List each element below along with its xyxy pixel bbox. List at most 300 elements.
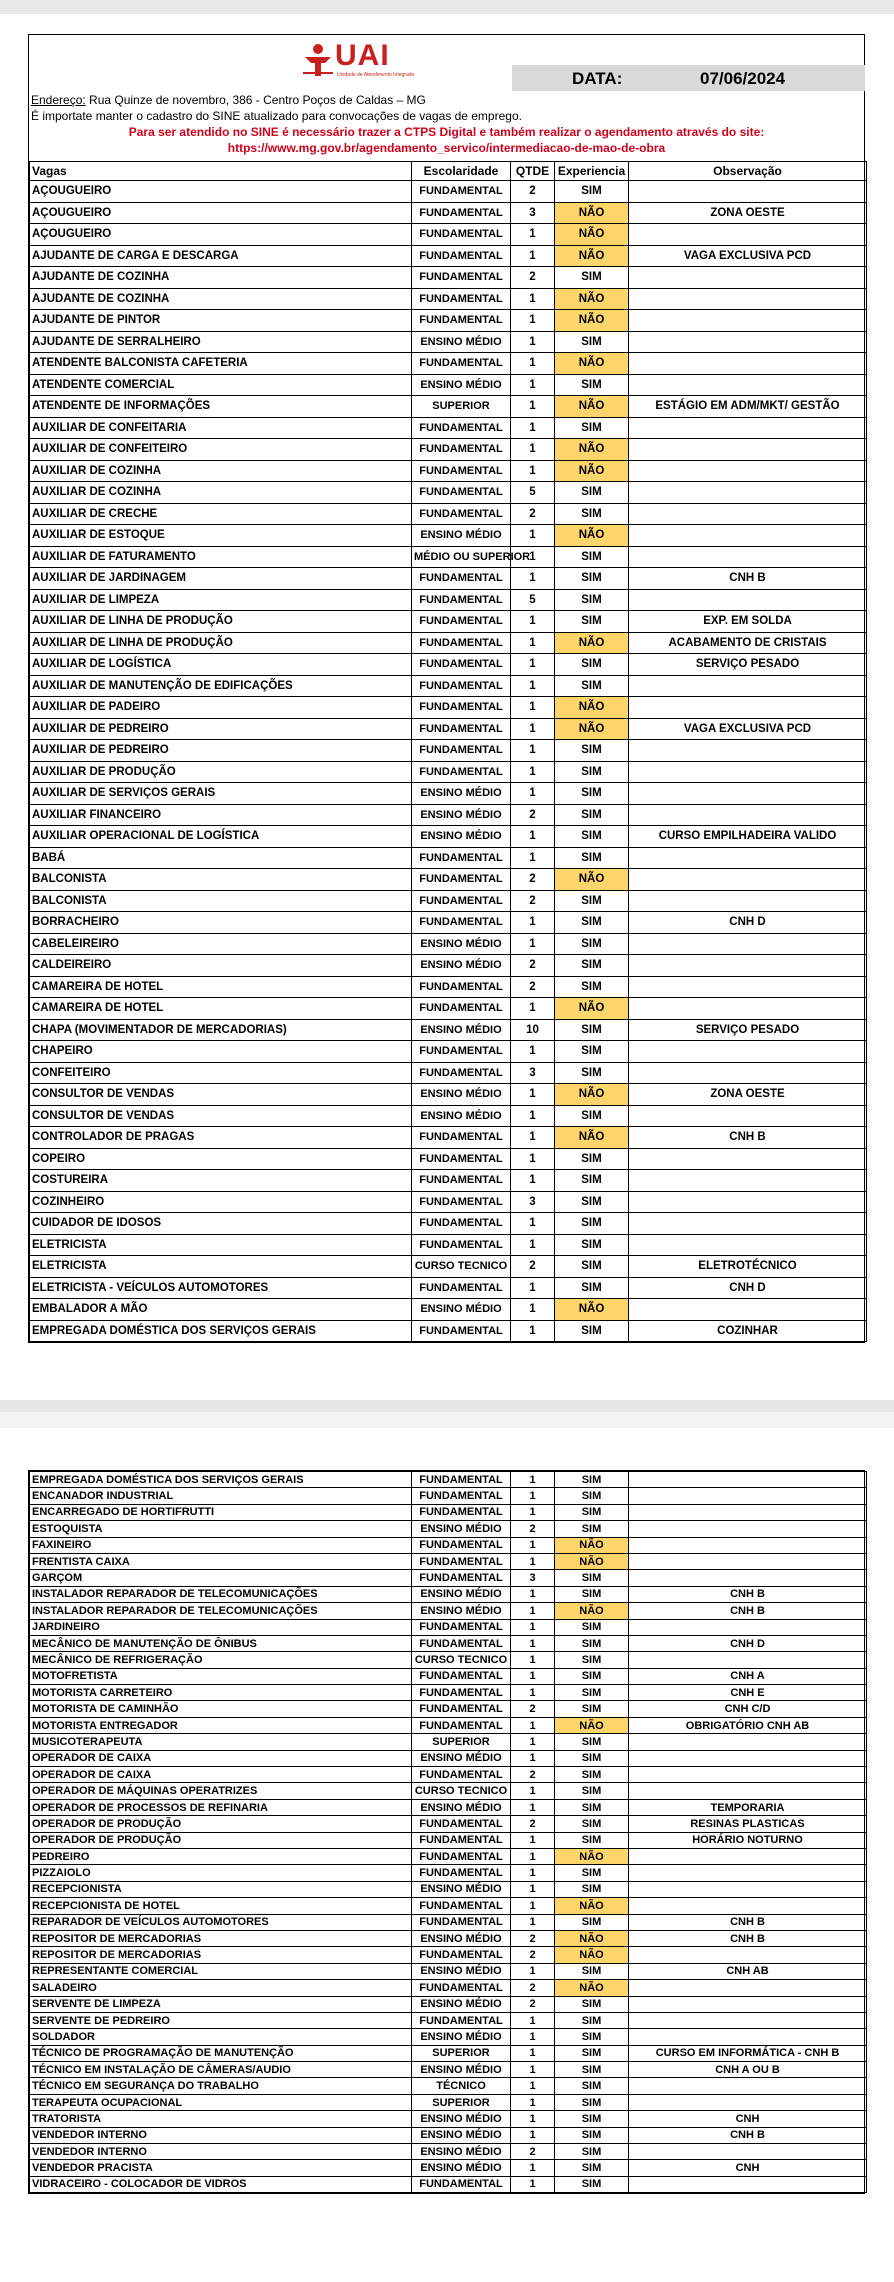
job-title-cell: ATENDENTE DE INFORMAÇÕES (30, 396, 412, 418)
experience-cell: SIM (555, 1996, 629, 2012)
quantity-cell: 1 (511, 1668, 555, 1684)
quantity-cell: 10 (511, 1019, 555, 1041)
experience-cell: SIM (555, 1570, 629, 1586)
observation-cell (629, 1619, 867, 1635)
experience-cell: NÃO (555, 1898, 629, 1914)
page-separator (0, 1400, 894, 1412)
table-row (30, 1603, 867, 1619)
observation-cell (629, 1980, 867, 1996)
experience-cell: SIM (555, 611, 629, 633)
job-title-cell: AÇOUGUEIRO (30, 181, 412, 203)
quantity-cell: 1 (511, 1148, 555, 1170)
education-cell: FUNDAMENTAL (412, 1320, 511, 1342)
job-title-cell: AUXILIAR DE CONFEITARIA (30, 417, 412, 439)
job-title-cell: VENDEDOR INTERNO (30, 2144, 412, 2160)
experience-cell: SIM (555, 761, 629, 783)
experience-cell: SIM (555, 2045, 629, 2061)
experience-cell: SIM (555, 1750, 629, 1766)
job-title-cell: CHAPEIRO (30, 1041, 412, 1063)
education-cell: CURSO TECNICO (412, 1256, 511, 1278)
experience-cell: SIM (555, 740, 629, 762)
observation-cell (629, 546, 867, 568)
quantity-cell: 1 (511, 1619, 555, 1635)
observation-cell: VAGA EXCLUSIVA PCD (629, 245, 867, 267)
experience-cell: SIM (555, 1586, 629, 1602)
table-row (30, 1213, 867, 1235)
table-row (30, 1685, 867, 1701)
table-row (30, 1668, 867, 1684)
quantity-cell: 1 (511, 1213, 555, 1235)
table-row (30, 1996, 867, 2012)
observation-cell (629, 331, 867, 353)
sheet-header (29, 35, 864, 161)
table-row (30, 1277, 867, 1299)
experience-cell: NÃO (555, 1603, 629, 1619)
quantity-cell: 1 (511, 1537, 555, 1553)
job-title-cell: PIZZAIOLO (30, 1865, 412, 1881)
job-title-cell: AUXILIAR DE JARDINAGEM (30, 568, 412, 590)
job-title-cell: OPERADOR DE MÁQUINAS OPERATRIZES (30, 1783, 412, 1799)
experience-cell: SIM (555, 267, 629, 289)
experience-cell: SIM (555, 1277, 629, 1299)
experience-cell: SIM (555, 783, 629, 805)
observation-cell (629, 1504, 867, 1520)
observation-cell: ELETROTÉCNICO (629, 1256, 867, 1278)
experience-cell: SIM (555, 2160, 629, 2176)
experience-cell: SIM (555, 1213, 629, 1235)
quantity-cell: 1 (511, 525, 555, 547)
table-row (30, 1930, 867, 1946)
experience-cell: SIM (555, 589, 629, 611)
quantity-cell: 1 (511, 632, 555, 654)
table-row (30, 1472, 867, 1488)
experience-cell: NÃO (555, 396, 629, 418)
table-row (30, 761, 867, 783)
education-cell: FUNDAMENTAL (412, 1832, 511, 1848)
table-row (30, 2111, 867, 2127)
experience-cell: SIM (555, 1472, 629, 1488)
education-cell: ENSINO MÉDIO (412, 1019, 511, 1041)
experience-cell: SIM (555, 1256, 629, 1278)
observation-cell: RESINAS PLASTICAS (629, 1816, 867, 1832)
quantity-cell: 1 (511, 1832, 555, 1848)
quantity-cell: 1 (511, 1472, 555, 1488)
observation-cell: HORÁRIO NOTURNO (629, 1832, 867, 1848)
experience-cell: NÃO (555, 288, 629, 310)
observation-cell: CNH B (629, 1127, 867, 1149)
experience-cell: SIM (555, 1170, 629, 1192)
observation-cell (629, 2176, 867, 2192)
observation-cell: CNH B (629, 2127, 867, 2143)
experience-cell: SIM (555, 503, 629, 525)
quantity-cell: 1 (511, 2012, 555, 2028)
education-cell: FUNDAMENTAL (412, 1848, 511, 1864)
quantity-cell: 1 (511, 353, 555, 375)
quantity-cell: 1 (511, 1488, 555, 1504)
table-row (30, 1816, 867, 1832)
job-title-cell: AUXILIAR DE SERVIÇOS GERAIS (30, 783, 412, 805)
experience-cell: SIM (555, 1191, 629, 1213)
job-title-cell: MOTORISTA CARRETEIRO (30, 1685, 412, 1701)
observation-cell: VAGA EXCLUSIVA PCD (629, 718, 867, 740)
education-cell: ENSINO MÉDIO (412, 2144, 511, 2160)
job-title-cell: OPERADOR DE CAIXA (30, 1750, 412, 1766)
job-title-cell: TRATORISTA (30, 2111, 412, 2127)
observation-cell (629, 1652, 867, 1668)
experience-cell: SIM (555, 1767, 629, 1783)
observation-cell: ACABAMENTO DE CRISTAIS (629, 632, 867, 654)
quantity-cell: 1 (511, 1685, 555, 1701)
table-row (30, 1914, 867, 1930)
scheduling-link[interactable]: https://www.mg.gov.br/agendamento_servico/intermediacao-de-mao-de-obra (227, 141, 666, 155)
table-row (30, 718, 867, 740)
experience-cell: SIM (555, 675, 629, 697)
job-title-cell: AUXILIAR DE COZINHA (30, 482, 412, 504)
job-title-cell: CONFEITEIRO (30, 1062, 412, 1084)
observation-cell (629, 1996, 867, 2012)
experience-cell: SIM (555, 1783, 629, 1799)
table-row (30, 525, 867, 547)
experience-cell: SIM (555, 2111, 629, 2127)
table-row (30, 2094, 867, 2110)
observation-cell (629, 460, 867, 482)
observation-cell (629, 439, 867, 461)
quantity-cell: 1 (511, 1277, 555, 1299)
education-cell: FUNDAMENTAL (412, 1980, 511, 1996)
table-row (30, 1783, 867, 1799)
experience-cell: SIM (555, 1504, 629, 1520)
table-row (30, 1191, 867, 1213)
quantity-cell: 1 (511, 310, 555, 332)
observation-cell (629, 2078, 867, 2094)
education-cell: CURSO TECNICO (412, 1783, 511, 1799)
education-cell: FUNDAMENTAL (412, 1234, 511, 1256)
education-cell: FUNDAMENTAL (412, 1553, 511, 1569)
education-cell: FUNDAMENTAL (412, 503, 511, 525)
education-cell: ENSINO MÉDIO (412, 804, 511, 826)
quantity-cell: 1 (511, 1603, 555, 1619)
table-row (30, 568, 867, 590)
education-cell: MÉDIO OU SUPERIOR (412, 546, 511, 568)
observation-cell (629, 525, 867, 547)
job-title-cell: BALCONISTA (30, 869, 412, 891)
observation-cell (629, 503, 867, 525)
table-row (30, 890, 867, 912)
experience-cell: SIM (555, 976, 629, 998)
job-title-cell: RECEPCIONISTA DE HOTEL (30, 1898, 412, 1914)
quantity-cell: 1 (511, 2111, 555, 2127)
education-cell: FUNDAMENTAL (412, 1170, 511, 1192)
experience-cell: NÃO (555, 1553, 629, 1569)
observation-cell: CURSO EM INFORMÁTICA - CNH B (629, 2045, 867, 2061)
education-cell: FUNDAMENTAL (412, 245, 511, 267)
observation-cell (629, 310, 867, 332)
education-cell: ENSINO MÉDIO (412, 1881, 511, 1897)
table-row (30, 1553, 867, 1569)
quantity-cell: 1 (511, 546, 555, 568)
table-row (30, 1767, 867, 1783)
job-title-cell: EMPREGADA DOMÉSTICA DOS SERVIÇOS GERAIS (30, 1472, 412, 1488)
observation-cell (629, 1213, 867, 1235)
quantity-cell: 2 (511, 1947, 555, 1963)
observation-cell (629, 181, 867, 203)
job-title-cell: ATENDENTE BALCONISTA CAFETERIA (30, 353, 412, 375)
table-row (30, 654, 867, 676)
observation-cell (629, 224, 867, 246)
observation-cell (629, 267, 867, 289)
job-title-cell: REPARADOR DE VEÍCULOS AUTOMOTORES (30, 1914, 412, 1930)
education-cell: FUNDAMENTAL (412, 589, 511, 611)
education-cell: ENSINO MÉDIO (412, 1963, 511, 1979)
table-row (30, 245, 867, 267)
job-title-cell: FAXINEIRO (30, 1537, 412, 1553)
education-cell: FUNDAMENTAL (412, 1062, 511, 1084)
job-title-cell: RECEPCIONISTA (30, 1881, 412, 1897)
table-row (30, 267, 867, 289)
quantity-cell: 1 (511, 2045, 555, 2061)
observation-cell (629, 1041, 867, 1063)
observation-cell (629, 1865, 867, 1881)
education-cell: FUNDAMENTAL (412, 202, 511, 224)
experience-cell: NÃO (555, 1299, 629, 1321)
vacancies-table-2 (29, 1471, 867, 2193)
education-cell: FUNDAMENTAL (412, 1488, 511, 1504)
table-row (30, 740, 867, 762)
education-cell: ENSINO MÉDIO (412, 525, 511, 547)
quantity-cell: 1 (511, 783, 555, 805)
experience-cell: SIM (555, 2127, 629, 2143)
education-cell: SUPERIOR (412, 2094, 511, 2110)
table-row (30, 826, 867, 848)
observation-cell: CNH (629, 2111, 867, 2127)
quantity-cell: 1 (511, 568, 555, 590)
education-cell: ENSINO MÉDIO (412, 955, 511, 977)
education-cell: FUNDAMENTAL (412, 1619, 511, 1635)
quantity-cell: 1 (511, 1635, 555, 1651)
observation-cell: CNH B (629, 568, 867, 590)
observation-cell (629, 1234, 867, 1256)
observation-cell (629, 697, 867, 719)
education-cell: FUNDAMENTAL (412, 224, 511, 246)
table-row (30, 976, 867, 998)
job-title-cell: COZINHEIRO (30, 1191, 412, 1213)
education-cell: FUNDAMENTAL (412, 2176, 511, 2192)
observation-cell (629, 1488, 867, 1504)
date-value: 07/06/2024 (700, 69, 786, 88)
table-row (30, 1148, 867, 1170)
observation-cell: OBRIGATÓRIO CNH AB (629, 1717, 867, 1733)
education-cell: ENSINO MÉDIO (412, 1586, 511, 1602)
job-title-cell: REPRESENTANTE COMERCIAL (30, 1963, 412, 1979)
experience-cell: NÃO (555, 1127, 629, 1149)
experience-cell: SIM (555, 1914, 629, 1930)
table-row (30, 2160, 867, 2176)
observation-cell (629, 1570, 867, 1586)
observation-cell (629, 1472, 867, 1488)
table-row (30, 1170, 867, 1192)
job-title-cell: AUXILIAR DE ESTOQUE (30, 525, 412, 547)
job-sheet-page-2 (28, 1470, 865, 2194)
job-title-cell: AUXILIAR DE FATURAMENTO (30, 546, 412, 568)
observation-cell (629, 847, 867, 869)
experience-cell: SIM (555, 2062, 629, 2078)
experience-cell: SIM (555, 826, 629, 848)
job-title-cell: AUXILIAR DE PEDREIRO (30, 718, 412, 740)
job-title-cell: AUXILIAR DE LOGÍSTICA (30, 654, 412, 676)
quantity-cell: 2 (511, 1521, 555, 1537)
job-title-cell: VENDEDOR PRACISTA (30, 2160, 412, 2176)
observation-cell: CNH D (629, 912, 867, 934)
job-title-cell: VENDEDOR INTERNO (30, 2127, 412, 2143)
table-row (30, 1521, 867, 1537)
table-row (30, 933, 867, 955)
observation-cell (629, 1750, 867, 1766)
job-title-cell: ENCARREGADO DE HORTIFRUTTI (30, 1504, 412, 1520)
observation-cell: ZONA OESTE (629, 202, 867, 224)
quantity-cell: 1 (511, 718, 555, 740)
quantity-cell: 1 (511, 396, 555, 418)
quantity-cell: 1 (511, 1881, 555, 1897)
job-title-cell: AUXILIAR DE LIMPEZA (30, 589, 412, 611)
experience-cell: NÃO (555, 632, 629, 654)
education-cell: ENSINO MÉDIO (412, 933, 511, 955)
education-cell: ENSINO MÉDIO (412, 783, 511, 805)
experience-cell: NÃO (555, 697, 629, 719)
experience-cell: SIM (555, 1635, 629, 1651)
quantity-cell: 1 (511, 245, 555, 267)
observation-cell: CNH AB (629, 1963, 867, 1979)
quantity-cell: 1 (511, 847, 555, 869)
quantity-cell: 1 (511, 2062, 555, 2078)
table-row (30, 353, 867, 375)
experience-cell: NÃO (555, 245, 629, 267)
quantity-cell: 1 (511, 1105, 555, 1127)
observation-cell (629, 2012, 867, 2028)
experience-cell: SIM (555, 2094, 629, 2110)
education-cell: SUPERIOR (412, 1734, 511, 1750)
education-cell: FUNDAMENTAL (412, 181, 511, 203)
quantity-cell: 2 (511, 869, 555, 891)
experience-cell: SIM (555, 1619, 629, 1635)
education-cell: ENSINO MÉDIO (412, 374, 511, 396)
observation-cell (629, 1898, 867, 1914)
job-title-cell: ENCANADOR INDUSTRIAL (30, 1488, 412, 1504)
uai-person-icon (303, 43, 333, 77)
education-cell: ENSINO MÉDIO (412, 2160, 511, 2176)
experience-cell: SIM (555, 181, 629, 203)
observation-cell: CNH D (629, 1277, 867, 1299)
observation-cell (629, 1299, 867, 1321)
experience-cell: NÃO (555, 1084, 629, 1106)
observation-cell (629, 1062, 867, 1084)
education-cell: FUNDAMENTAL (412, 1537, 511, 1553)
job-title-cell: OPERADOR DE PROCESSOS DE REFINARIA (30, 1799, 412, 1815)
experience-cell: SIM (555, 654, 629, 676)
job-title-cell: VIDRACEIRO - COLOCADOR DE VIDROS (30, 2176, 412, 2192)
experience-cell: NÃO (555, 718, 629, 740)
education-cell: ENSINO MÉDIO (412, 331, 511, 353)
observation-cell (629, 933, 867, 955)
job-title-cell: ELETRICISTA - VEÍCULOS AUTOMOTORES (30, 1277, 412, 1299)
table-row (30, 1635, 867, 1651)
table-row (30, 1898, 867, 1914)
job-title-cell: AJUDANTE DE CARGA E DESCARGA (30, 245, 412, 267)
experience-cell: SIM (555, 1234, 629, 1256)
quantity-cell: 1 (511, 826, 555, 848)
experience-cell: SIM (555, 568, 629, 590)
quantity-cell: 2 (511, 955, 555, 977)
education-cell: FUNDAMENTAL (412, 417, 511, 439)
experience-cell: NÃO (555, 224, 629, 246)
observation-cell (629, 482, 867, 504)
experience-cell: SIM (555, 847, 629, 869)
education-cell: SUPERIOR (412, 2045, 511, 2061)
experience-cell: NÃO (555, 1717, 629, 1733)
experience-cell: SIM (555, 1881, 629, 1897)
observation-cell: EXP. EM SOLDA (629, 611, 867, 633)
quantity-cell: 1 (511, 1750, 555, 1766)
experience-cell: NÃO (555, 525, 629, 547)
job-title-cell: AUXILIAR DE COZINHA (30, 460, 412, 482)
job-title-cell: AUXILIAR DE PRODUÇÃO (30, 761, 412, 783)
observation-cell (629, 1105, 867, 1127)
col-header-vagas: Vagas (30, 162, 412, 181)
education-cell: FUNDAMENTAL (412, 482, 511, 504)
uai-logo (303, 39, 413, 81)
quantity-cell: 2 (511, 1930, 555, 1946)
quantity-cell: 1 (511, 1848, 555, 1864)
observation-cell: SERVIÇO PESADO (629, 654, 867, 676)
experience-cell: NÃO (555, 998, 629, 1020)
table-row (30, 181, 867, 203)
quantity-cell: 1 (511, 1652, 555, 1668)
education-cell: FUNDAMENTAL (412, 1717, 511, 1733)
observation-cell: CNH (629, 2160, 867, 2176)
quantity-cell: 1 (511, 374, 555, 396)
education-cell: FUNDAMENTAL (412, 1947, 511, 1963)
education-cell: ENSINO MÉDIO (412, 2029, 511, 2045)
observation-cell (629, 1521, 867, 1537)
quantity-cell: 1 (511, 654, 555, 676)
table-row (30, 310, 867, 332)
experience-cell: SIM (555, 2029, 629, 2045)
job-title-cell: COPEIRO (30, 1148, 412, 1170)
education-cell: FUNDAMENTAL (412, 1685, 511, 1701)
observation-cell: CNH B (629, 1914, 867, 1930)
quantity-cell: 1 (511, 1914, 555, 1930)
quantity-cell: 1 (511, 933, 555, 955)
quantity-cell: 5 (511, 482, 555, 504)
table-row (30, 2078, 867, 2094)
education-cell: FUNDAMENTAL (412, 1816, 511, 1832)
notice-update-registration: É importate manter o cadastro do SINE atualizado para convocações de vagas de emprego. (31, 109, 522, 123)
education-cell: ENSINO MÉDIO (412, 1799, 511, 1815)
job-title-cell: SERVENTE DE LIMPEZA (30, 1996, 412, 2012)
table-row (30, 1256, 867, 1278)
table-row (30, 417, 867, 439)
job-title-cell: BORRACHEIRO (30, 912, 412, 934)
job-title-cell: MOTOFRETISTA (30, 1668, 412, 1684)
quantity-cell: 2 (511, 1767, 555, 1783)
table-row (30, 847, 867, 869)
job-title-cell: TÉCNICO EM SEGURANÇA DO TRABALHO (30, 2078, 412, 2094)
education-cell: FUNDAMENTAL (412, 632, 511, 654)
observation-cell (629, 1734, 867, 1750)
education-cell: FUNDAMENTAL (412, 847, 511, 869)
experience-cell: SIM (555, 933, 629, 955)
experience-cell: SIM (555, 890, 629, 912)
observation-cell (629, 1191, 867, 1213)
